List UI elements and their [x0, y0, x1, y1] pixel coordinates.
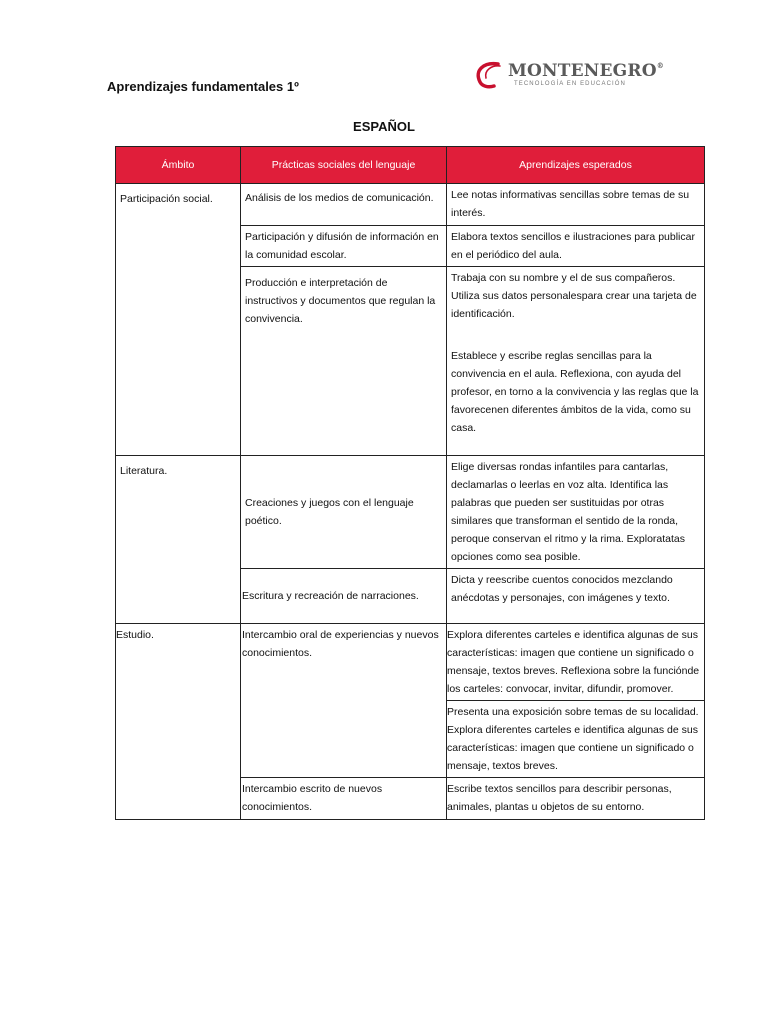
paragraph-gap: [451, 323, 700, 343]
header-practicas: Prácticas sociales del lenguaje: [241, 147, 447, 184]
table-row: [116, 624, 705, 701]
practica-cell: Intercambio escrito de nuevos conocimientos.: [241, 778, 447, 820]
table-header-row: [116, 147, 705, 184]
ambito-participacion: Participación social.: [116, 184, 241, 456]
ambito-estudio: Estudio.: [116, 624, 241, 820]
aprendizaje-cell: Elige diversas rondas infantiles para cantarlas, declamarlas o leerlas en voz alta. Identifica las palabras que pueden ser sustituidas por otras similares que transforman el sentido de la ronda, peroque conservan el ritmo y la rima. Exploratatas opciones como sea posible.: [447, 456, 705, 569]
practica-cell: Participación y difusión de información en la comunidad escolar.: [241, 226, 447, 267]
table-row: [116, 184, 705, 226]
montenegro-logo: [470, 56, 664, 96]
header-ambito: Ámbito: [116, 147, 241, 184]
aprendizaje-cell: Dicta y reescribe cuentos conocidos mezclando anécdotas y personajes, con imágenes y texto.: [447, 569, 705, 624]
header-aprendizajes: Aprendizajes esperados: [447, 147, 705, 184]
aprendizaje-cell: Establece y escribe reglas sencillas para la convivencia en el aula. Reflexiona, con ayuda del profesor, en torno a la convivencia y las reglas que la favorecenen diferentes ámbitos de la vida, como su casa.: [447, 345, 705, 456]
aprendizaje-cell: [447, 267, 705, 346]
table-row: [116, 456, 705, 569]
document-title: Aprendizajes fundamentales 1º: [107, 79, 299, 94]
aprendizaje-cell: Elabora textos sencillos e ilustraciones para publicar en el periódico del aula.: [447, 226, 705, 267]
practica-cell: Producción e interpretación de instructivos y documentos que regulan la convivencia.: [241, 267, 447, 456]
logo-wordmark: MONTENEGRO®: [508, 61, 664, 81]
practica-cell: Escritura y recreación de narraciones.: [241, 569, 447, 624]
learning-table: [115, 146, 705, 820]
aprendizaje-cell: Escribe textos sencillos para describir personas, animales, plantas u objetos de su entorno.: [447, 778, 705, 820]
aprendizaje-cell: Presenta una exposición sobre temas de su localidad. Explora diferentes carteles e identifica algunas de sus características: imagen que contiene un significado o mensaje, textos breves.: [447, 701, 705, 778]
logo-swoosh-icon: [470, 56, 510, 96]
aprendizaje-cell: Lee notas informativas sencillas sobre temas de su interés.: [447, 184, 705, 226]
ambito-literatura: Literatura.: [116, 456, 241, 624]
practica-cell: Análisis de los medios de comunicación.: [241, 184, 447, 226]
practica-cell: Intercambio oral de experiencias y nuevos conocimientos.: [241, 624, 447, 778]
aprendizaje-cell: Explora diferentes carteles e identifica algunas de sus características: imagen que contiene un significado o mensaje, textos breves. Reflexiona sobre la funciónde los carteles: convocar, invitar, difundir, promover.: [447, 624, 705, 701]
practica-cell: Creaciones y juegos con el lenguaje poético.: [241, 456, 447, 569]
aprendizaje-text: Trabaja con su nombre y el de sus compañeros. Utiliza sus datos personalespara crear una tarjeta de identificación.: [451, 272, 697, 320]
section-title: ESPAÑOL: [353, 119, 415, 134]
logo-tagline: TECNOLOGÍA EN EDUCACIÓN: [514, 81, 626, 87]
